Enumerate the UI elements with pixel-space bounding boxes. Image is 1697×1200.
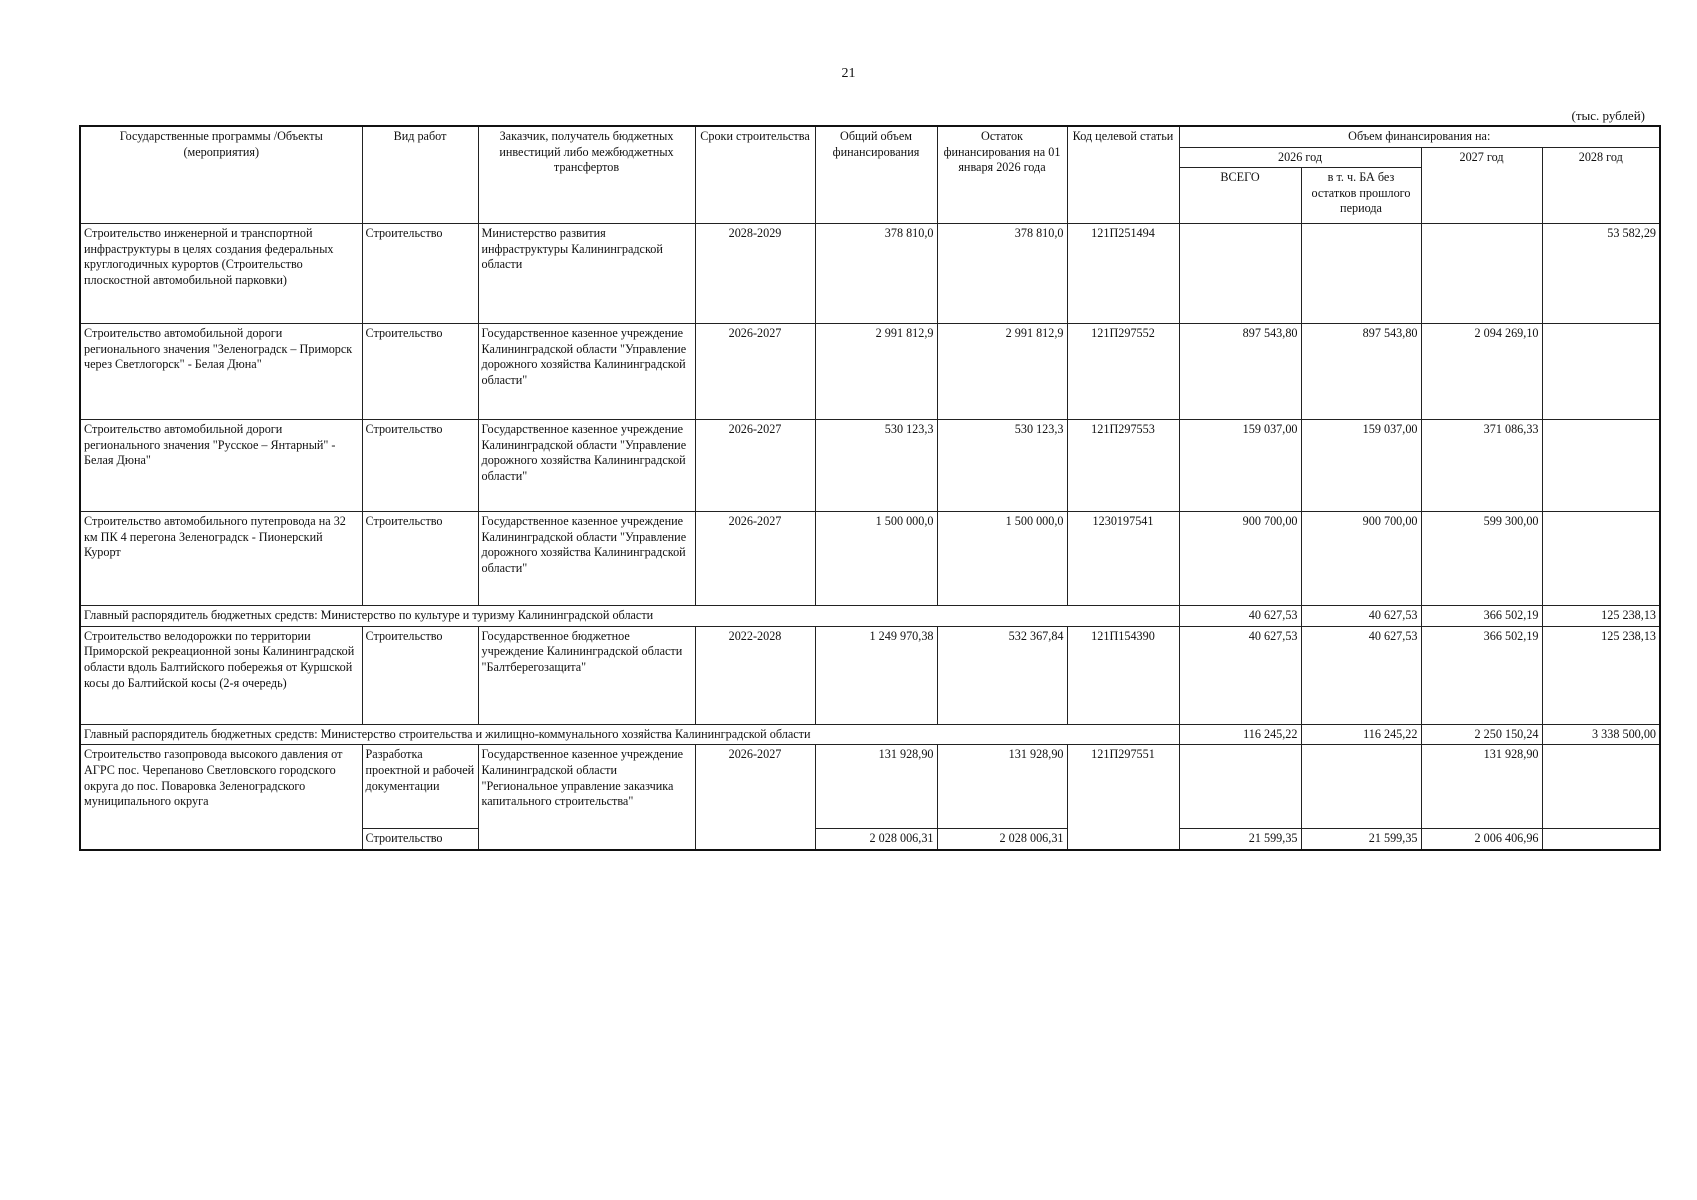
cell-remainder: 131 928,90 — [937, 745, 1067, 829]
cell-2028: 125 238,13 — [1542, 606, 1660, 627]
cell-2026-total: 21 599,35 — [1179, 829, 1301, 850]
header-2026-ba: в т. ч. БА без остатков прошлого периода — [1301, 168, 1421, 224]
header-2026: 2026 год — [1179, 147, 1421, 168]
cell-work-type: Строительство — [362, 512, 478, 606]
cell-program: Строительство автомобильной дороги регионального значения "Зеленоградск – Приморск через Светлогорск" - Белая Дюна" — [80, 324, 362, 420]
cell-2027: 2 006 406,96 — [1421, 829, 1542, 850]
cell-code: 121П154390 — [1067, 626, 1179, 724]
table-row — [80, 626, 1660, 724]
cell-2026-total: 40 627,53 — [1179, 626, 1301, 724]
cell-2027: 366 502,19 — [1421, 606, 1542, 627]
cell-2026-ba: 40 627,53 — [1301, 606, 1421, 627]
cell-program: Строительство автомобильной дороги регионального значения "Русское – Янтарный" - Белая Дюна" — [80, 420, 362, 512]
table-row — [80, 420, 1660, 512]
cell-2026-ba — [1301, 745, 1421, 829]
cell-remainder: 530 123,3 — [937, 420, 1067, 512]
cell-remainder: 378 810,0 — [937, 224, 1067, 324]
financing-table — [79, 125, 1661, 851]
cell-2027: 599 300,00 — [1421, 512, 1542, 606]
cell-remainder: 2 028 006,31 — [937, 829, 1067, 850]
cell-customer: Государственное казенное учреждение Калининградской области "Управление дорожного хозяйства Калининградской области" — [478, 420, 695, 512]
cell-2026-ba — [1301, 224, 1421, 324]
cell-2026-ba: 897 543,80 — [1301, 324, 1421, 420]
header-2027: 2027 год — [1421, 147, 1542, 224]
cell-program: Строительство автомобильного путепровода на 32 км ПК 4 перегона Зеленоградск - Пионерский Курорт — [80, 512, 362, 606]
cell-total-volume: 2 028 006,31 — [815, 829, 937, 850]
cell-code: 121П251494 — [1067, 224, 1179, 324]
header-2028: 2028 год — [1542, 147, 1660, 224]
cell-code: 121П297552 — [1067, 324, 1179, 420]
cell-2027: 366 502,19 — [1421, 626, 1542, 724]
cell-2026-ba: 40 627,53 — [1301, 626, 1421, 724]
cell-2028 — [1542, 324, 1660, 420]
header-2026-total: ВСЕГО — [1179, 168, 1301, 224]
header-terms: Сроки строительства — [695, 126, 815, 224]
cell-remainder: 2 991 812,9 — [937, 324, 1067, 420]
cell-2028 — [1542, 829, 1660, 850]
cell-program: Строительство газопровода высокого давления от АГРС пос. Черепаново Светловского городского округа до пос. Поваровка Зеленоградского муниципального округа — [80, 745, 362, 850]
cell-total-volume: 1 249 970,38 — [815, 626, 937, 724]
page-number: 21 — [841, 66, 856, 81]
cell-2028: 3 338 500,00 — [1542, 724, 1660, 745]
cell-remainder: 532 367,84 — [937, 626, 1067, 724]
cell-2028: 53 582,29 — [1542, 224, 1660, 324]
section-title: Главный распорядитель бюджетных средств: Министерство строительства и жилищно-коммунального хозяйства Калининградской области — [80, 724, 1179, 745]
cell-remainder: 1 500 000,0 — [937, 512, 1067, 606]
cell-work-type: Строительство — [362, 224, 478, 324]
cell-total-volume: 1 500 000,0 — [815, 512, 937, 606]
cell-2026-total: 897 543,80 — [1179, 324, 1301, 420]
units-note: (тыс. рублей) — [1571, 108, 1645, 123]
cell-2026-ba: 159 037,00 — [1301, 420, 1421, 512]
cell-2028 — [1542, 512, 1660, 606]
cell-customer: Министерство развития инфраструктуры Калининградской области — [478, 224, 695, 324]
cell-2026-ba: 21 599,35 — [1301, 829, 1421, 850]
section-row — [80, 724, 1660, 745]
header-code: Код целевой статьи — [1067, 126, 1179, 224]
cell-2026-total: 159 037,00 — [1179, 420, 1301, 512]
cell-terms: 2026-2027 — [695, 745, 815, 850]
cell-total-volume: 2 991 812,9 — [815, 324, 937, 420]
cell-work-type: Строительство — [362, 626, 478, 724]
table-row — [80, 512, 1660, 606]
cell-2027: 2 094 269,10 — [1421, 324, 1542, 420]
cell-2026-total: 116 245,22 — [1179, 724, 1301, 745]
table-row — [80, 745, 1660, 829]
section-row — [80, 606, 1660, 627]
cell-2027: 371 086,33 — [1421, 420, 1542, 512]
cell-code: 121П297551 — [1067, 745, 1179, 850]
cell-work-type: Строительство — [362, 324, 478, 420]
header-remainder: Остаток финансирования на 01 января 2026 года — [937, 126, 1067, 224]
header-customer: Заказчик, получатель бюджетных инвестиций либо межбюджетных трансфертов — [478, 126, 695, 224]
table-row — [80, 224, 1660, 324]
table-row — [80, 324, 1660, 420]
header-funding-group: Объем финансирования на: — [1179, 126, 1660, 147]
cell-total-volume: 378 810,0 — [815, 224, 937, 324]
cell-2026-total — [1179, 224, 1301, 324]
cell-2027: 2 250 150,24 — [1421, 724, 1542, 745]
cell-2028: 125 238,13 — [1542, 626, 1660, 724]
cell-customer: Государственное казенное учреждение Калининградской области "Управление дорожного хозяйства Калининградской области" — [478, 512, 695, 606]
section-title: Главный распорядитель бюджетных средств: Министерство по культуре и туризму Калининградской области — [80, 606, 1179, 627]
cell-terms: 2026-2027 — [695, 512, 815, 606]
cell-terms: 2028-2029 — [695, 224, 815, 324]
cell-2026-total: 40 627,53 — [1179, 606, 1301, 627]
cell-customer: Государственное казенное учреждение Калининградской области "Управление дорожного хозяйства Калининградской области" — [478, 324, 695, 420]
cell-program: Строительство велодорожки по территории Приморской рекреационной зоны Калининградской области вдоль Балтийского побережья от Куршской косы до Балтийской косы (2-я очередь) — [80, 626, 362, 724]
cell-2026-total — [1179, 745, 1301, 829]
cell-customer: Государственное казенное учреждение Калининградской области "Региональное управление заказчика капитального строительства" — [478, 745, 695, 850]
cell-code: 121П297553 — [1067, 420, 1179, 512]
cell-2026-ba: 900 700,00 — [1301, 512, 1421, 606]
cell-2028 — [1542, 420, 1660, 512]
cell-2027: 131 928,90 — [1421, 745, 1542, 829]
cell-2026-total: 900 700,00 — [1179, 512, 1301, 606]
cell-program: Строительство инженерной и транспортной инфраструктуры в целях создания федеральных круглогодичных курортов (Строительство плоскостной автомобильной парковки) — [80, 224, 362, 324]
cell-work-type: Строительство — [362, 420, 478, 512]
cell-terms: 2022-2028 — [695, 626, 815, 724]
cell-total-volume: 530 123,3 — [815, 420, 937, 512]
header-program: Государственные программы /Объекты (мероприятия) — [80, 126, 362, 224]
cell-total-volume: 131 928,90 — [815, 745, 937, 829]
cell-2027 — [1421, 224, 1542, 324]
header-total-volume: Общий объем финансирования — [815, 126, 937, 224]
cell-work-type: Разработка проектной и рабочей документации — [362, 745, 478, 829]
cell-terms: 2026-2027 — [695, 420, 815, 512]
cell-customer: Государственное бюджетное учреждение Калининградской области "Балтберегозащита" — [478, 626, 695, 724]
cell-work-type: Строительство — [362, 829, 478, 850]
header-work-type: Вид работ — [362, 126, 478, 224]
cell-2028 — [1542, 745, 1660, 829]
cell-code: 1230197541 — [1067, 512, 1179, 606]
cell-terms: 2026-2027 — [695, 324, 815, 420]
cell-2026-ba: 116 245,22 — [1301, 724, 1421, 745]
